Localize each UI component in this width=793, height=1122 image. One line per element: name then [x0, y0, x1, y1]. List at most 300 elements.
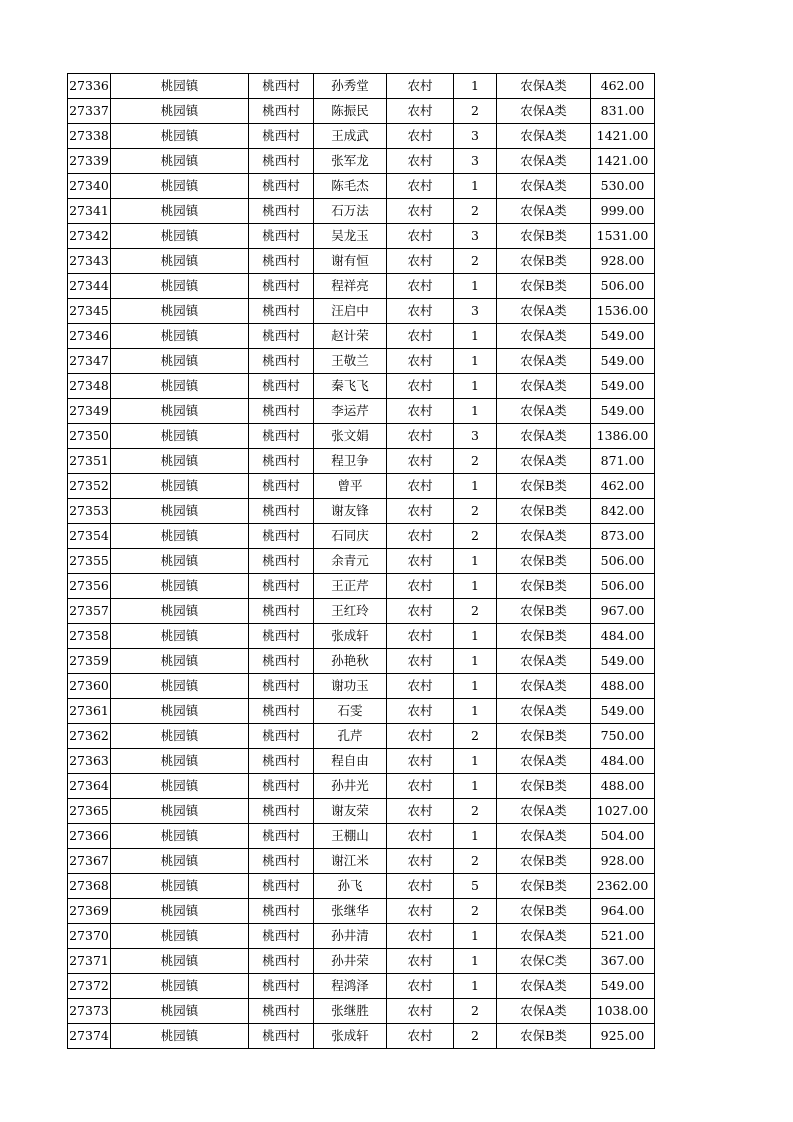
record-id-cell: 27357	[68, 599, 111, 624]
town-cell: 桃园镇	[111, 574, 249, 599]
household-type-cell: 农村	[387, 949, 454, 974]
amount-cell: 1386.00	[591, 424, 655, 449]
member-count-cell: 2	[454, 849, 497, 874]
member-count-cell: 1	[454, 674, 497, 699]
person-name-cell: 吴龙玉	[314, 224, 387, 249]
amount-cell: 964.00	[591, 899, 655, 924]
category-cell: 农保A类	[497, 749, 591, 774]
table-row	[68, 949, 655, 974]
record-id-cell: 27353	[68, 499, 111, 524]
member-count-cell: 2	[454, 524, 497, 549]
amount-cell: 750.00	[591, 724, 655, 749]
table-row	[68, 999, 655, 1024]
village-cell: 桃西村	[249, 799, 314, 824]
table-row	[68, 249, 655, 274]
member-count-cell: 3	[454, 124, 497, 149]
table-row	[68, 574, 655, 599]
household-type-cell: 农村	[387, 624, 454, 649]
town-cell: 桃园镇	[111, 999, 249, 1024]
amount-cell: 549.00	[591, 974, 655, 999]
table-row	[68, 374, 655, 399]
household-type-cell: 农村	[387, 799, 454, 824]
village-cell: 桃西村	[249, 149, 314, 174]
amount-cell: 484.00	[591, 749, 655, 774]
person-name-cell: 孙飞	[314, 874, 387, 899]
household-type-cell: 农村	[387, 124, 454, 149]
village-cell: 桃西村	[249, 674, 314, 699]
person-name-cell: 谢有恒	[314, 249, 387, 274]
amount-cell: 2362.00	[591, 874, 655, 899]
table-row	[68, 274, 655, 299]
amount-cell: 1027.00	[591, 799, 655, 824]
table-row	[68, 224, 655, 249]
person-name-cell: 张继华	[314, 899, 387, 924]
person-name-cell: 谢友锋	[314, 499, 387, 524]
member-count-cell: 1	[454, 649, 497, 674]
person-name-cell: 张成轩	[314, 1024, 387, 1049]
town-cell: 桃园镇	[111, 599, 249, 624]
village-cell: 桃西村	[249, 274, 314, 299]
member-count-cell: 5	[454, 874, 497, 899]
category-cell: 农保A类	[497, 999, 591, 1024]
record-id-cell: 27342	[68, 224, 111, 249]
category-cell: 农保B类	[497, 899, 591, 924]
amount-cell: 549.00	[591, 374, 655, 399]
town-cell: 桃园镇	[111, 899, 249, 924]
amount-cell: 928.00	[591, 849, 655, 874]
household-type-cell: 农村	[387, 524, 454, 549]
town-cell: 桃园镇	[111, 724, 249, 749]
amount-cell: 488.00	[591, 774, 655, 799]
village-cell: 桃西村	[249, 549, 314, 574]
member-count-cell: 2	[454, 449, 497, 474]
record-id-cell: 27336	[68, 74, 111, 99]
amount-cell: 842.00	[591, 499, 655, 524]
category-cell: 农保B类	[497, 249, 591, 274]
category-cell: 农保A类	[497, 449, 591, 474]
category-cell: 农保A类	[497, 699, 591, 724]
person-name-cell: 孔芹	[314, 724, 387, 749]
amount-cell: 1536.00	[591, 299, 655, 324]
category-cell: 农保A类	[497, 974, 591, 999]
town-cell: 桃园镇	[111, 949, 249, 974]
category-cell: 农保B类	[497, 574, 591, 599]
table-row	[68, 799, 655, 824]
member-count-cell: 2	[454, 799, 497, 824]
record-id-cell: 27337	[68, 99, 111, 124]
person-name-cell: 汪启中	[314, 299, 387, 324]
records-table	[67, 73, 655, 1049]
amount-cell: 530.00	[591, 174, 655, 199]
town-cell: 桃园镇	[111, 424, 249, 449]
town-cell: 桃园镇	[111, 74, 249, 99]
amount-cell: 521.00	[591, 924, 655, 949]
person-name-cell: 余青元	[314, 549, 387, 574]
member-count-cell: 2	[454, 599, 497, 624]
table-row	[68, 174, 655, 199]
village-cell: 桃西村	[249, 774, 314, 799]
village-cell: 桃西村	[249, 199, 314, 224]
village-cell: 桃西村	[249, 424, 314, 449]
household-type-cell: 农村	[387, 424, 454, 449]
table-row	[68, 524, 655, 549]
town-cell: 桃园镇	[111, 674, 249, 699]
record-id-cell: 27359	[68, 649, 111, 674]
village-cell: 桃西村	[249, 999, 314, 1024]
category-cell: 农保B类	[497, 274, 591, 299]
town-cell: 桃园镇	[111, 849, 249, 874]
village-cell: 桃西村	[249, 849, 314, 874]
category-cell: 农保B类	[497, 549, 591, 574]
table-row	[68, 399, 655, 424]
category-cell: 农保A类	[497, 799, 591, 824]
member-count-cell: 1	[454, 399, 497, 424]
table-row	[68, 474, 655, 499]
town-cell: 桃园镇	[111, 524, 249, 549]
village-cell: 桃西村	[249, 324, 314, 349]
person-name-cell: 王正芹	[314, 574, 387, 599]
category-cell: 农保A类	[497, 99, 591, 124]
table-row	[68, 599, 655, 624]
table-row	[68, 724, 655, 749]
person-name-cell: 孙秀堂	[314, 74, 387, 99]
record-id-cell: 27360	[68, 674, 111, 699]
amount-cell: 462.00	[591, 474, 655, 499]
category-cell: 农保B类	[497, 1024, 591, 1049]
amount-cell: 549.00	[591, 699, 655, 724]
amount-cell: 488.00	[591, 674, 655, 699]
person-name-cell: 张军龙	[314, 149, 387, 174]
amount-cell: 967.00	[591, 599, 655, 624]
village-cell: 桃西村	[249, 249, 314, 274]
town-cell: 桃园镇	[111, 399, 249, 424]
record-id-cell: 27371	[68, 949, 111, 974]
amount-cell: 549.00	[591, 399, 655, 424]
table-row	[68, 549, 655, 574]
category-cell: 农保B类	[497, 474, 591, 499]
person-name-cell: 程卫争	[314, 449, 387, 474]
category-cell: 农保A类	[497, 374, 591, 399]
town-cell: 桃园镇	[111, 699, 249, 724]
village-cell: 桃西村	[249, 974, 314, 999]
record-id-cell: 27356	[68, 574, 111, 599]
category-cell: 农保A类	[497, 674, 591, 699]
household-type-cell: 农村	[387, 374, 454, 399]
town-cell: 桃园镇	[111, 149, 249, 174]
table-row	[68, 674, 655, 699]
village-cell: 桃西村	[249, 374, 314, 399]
household-type-cell: 农村	[387, 174, 454, 199]
amount-cell: 1531.00	[591, 224, 655, 249]
member-count-cell: 1	[454, 324, 497, 349]
record-id-cell: 27362	[68, 724, 111, 749]
member-count-cell: 2	[454, 499, 497, 524]
person-name-cell: 孙艳秋	[314, 649, 387, 674]
household-type-cell: 农村	[387, 1024, 454, 1049]
person-name-cell: 程鸿泽	[314, 974, 387, 999]
record-id-cell: 27343	[68, 249, 111, 274]
town-cell: 桃园镇	[111, 274, 249, 299]
record-id-cell: 27352	[68, 474, 111, 499]
table-row	[68, 349, 655, 374]
household-type-cell: 农村	[387, 649, 454, 674]
record-id-cell: 27367	[68, 849, 111, 874]
village-cell: 桃西村	[249, 499, 314, 524]
category-cell: 农保A类	[497, 324, 591, 349]
member-count-cell: 1	[454, 949, 497, 974]
member-count-cell: 2	[454, 1024, 497, 1049]
village-cell: 桃西村	[249, 349, 314, 374]
household-type-cell: 农村	[387, 774, 454, 799]
member-count-cell: 2	[454, 199, 497, 224]
member-count-cell: 1	[454, 824, 497, 849]
household-type-cell: 农村	[387, 849, 454, 874]
village-cell: 桃西村	[249, 74, 314, 99]
record-id-cell: 27369	[68, 899, 111, 924]
village-cell: 桃西村	[249, 699, 314, 724]
household-type-cell: 农村	[387, 899, 454, 924]
person-name-cell: 石万法	[314, 199, 387, 224]
town-cell: 桃园镇	[111, 649, 249, 674]
table-row	[68, 449, 655, 474]
record-id-cell: 27354	[68, 524, 111, 549]
table-row	[68, 499, 655, 524]
member-count-cell: 2	[454, 899, 497, 924]
amount-cell: 506.00	[591, 274, 655, 299]
category-cell: 农保B类	[497, 599, 591, 624]
member-count-cell: 2	[454, 724, 497, 749]
household-type-cell: 农村	[387, 149, 454, 174]
record-id-cell: 27374	[68, 1024, 111, 1049]
amount-cell: 504.00	[591, 824, 655, 849]
person-name-cell: 曾平	[314, 474, 387, 499]
record-id-cell: 27355	[68, 549, 111, 574]
table-row	[68, 824, 655, 849]
member-count-cell: 3	[454, 149, 497, 174]
person-name-cell: 孙井光	[314, 774, 387, 799]
village-cell: 桃西村	[249, 924, 314, 949]
amount-cell: 484.00	[591, 624, 655, 649]
record-id-cell: 27366	[68, 824, 111, 849]
member-count-cell: 1	[454, 749, 497, 774]
member-count-cell: 1	[454, 374, 497, 399]
town-cell: 桃园镇	[111, 249, 249, 274]
town-cell: 桃园镇	[111, 1024, 249, 1049]
table-row	[68, 199, 655, 224]
household-type-cell: 农村	[387, 699, 454, 724]
town-cell: 桃园镇	[111, 449, 249, 474]
category-cell: 农保A类	[497, 399, 591, 424]
category-cell: 农保A类	[497, 124, 591, 149]
town-cell: 桃园镇	[111, 924, 249, 949]
village-cell: 桃西村	[249, 724, 314, 749]
category-cell: 农保B类	[497, 624, 591, 649]
record-id-cell: 27345	[68, 299, 111, 324]
town-cell: 桃园镇	[111, 799, 249, 824]
village-cell: 桃西村	[249, 124, 314, 149]
record-id-cell: 27346	[68, 324, 111, 349]
category-cell: 农保A类	[497, 924, 591, 949]
village-cell: 桃西村	[249, 824, 314, 849]
category-cell: 农保A类	[497, 299, 591, 324]
town-cell: 桃园镇	[111, 374, 249, 399]
record-id-cell: 27339	[68, 149, 111, 174]
member-count-cell: 1	[454, 74, 497, 99]
record-id-cell: 27363	[68, 749, 111, 774]
record-id-cell: 27361	[68, 699, 111, 724]
table-row	[68, 699, 655, 724]
household-type-cell: 农村	[387, 449, 454, 474]
household-type-cell: 农村	[387, 549, 454, 574]
household-type-cell: 农村	[387, 399, 454, 424]
person-name-cell: 王红玲	[314, 599, 387, 624]
town-cell: 桃园镇	[111, 349, 249, 374]
village-cell: 桃西村	[249, 449, 314, 474]
person-name-cell: 张成轩	[314, 624, 387, 649]
town-cell: 桃园镇	[111, 499, 249, 524]
category-cell: 农保A类	[497, 174, 591, 199]
person-name-cell: 李运芹	[314, 399, 387, 424]
record-id-cell: 27358	[68, 624, 111, 649]
table-row	[68, 1024, 655, 1049]
amount-cell: 873.00	[591, 524, 655, 549]
household-type-cell: 农村	[387, 724, 454, 749]
person-name-cell: 张继胜	[314, 999, 387, 1024]
table-row	[68, 899, 655, 924]
record-id-cell: 27364	[68, 774, 111, 799]
category-cell: 农保B类	[497, 224, 591, 249]
category-cell: 农保A类	[497, 649, 591, 674]
town-cell: 桃园镇	[111, 824, 249, 849]
town-cell: 桃园镇	[111, 99, 249, 124]
person-name-cell: 陈振民	[314, 99, 387, 124]
amount-cell: 549.00	[591, 349, 655, 374]
member-count-cell: 2	[454, 249, 497, 274]
member-count-cell: 3	[454, 224, 497, 249]
amount-cell: 999.00	[591, 199, 655, 224]
village-cell: 桃西村	[249, 899, 314, 924]
household-type-cell: 农村	[387, 349, 454, 374]
member-count-cell: 1	[454, 974, 497, 999]
records-body	[68, 74, 655, 1049]
table-row	[68, 424, 655, 449]
member-count-cell: 1	[454, 574, 497, 599]
household-type-cell: 农村	[387, 599, 454, 624]
village-cell: 桃西村	[249, 299, 314, 324]
village-cell: 桃西村	[249, 1024, 314, 1049]
household-type-cell: 农村	[387, 324, 454, 349]
record-id-cell: 27344	[68, 274, 111, 299]
village-cell: 桃西村	[249, 749, 314, 774]
household-type-cell: 农村	[387, 274, 454, 299]
household-type-cell: 农村	[387, 199, 454, 224]
member-count-cell: 1	[454, 774, 497, 799]
table-row	[68, 324, 655, 349]
amount-cell: 1421.00	[591, 149, 655, 174]
household-type-cell: 农村	[387, 99, 454, 124]
village-cell: 桃西村	[249, 599, 314, 624]
person-name-cell: 王敬兰	[314, 349, 387, 374]
record-id-cell: 27365	[68, 799, 111, 824]
person-name-cell: 谢江米	[314, 849, 387, 874]
household-type-cell: 农村	[387, 299, 454, 324]
household-type-cell: 农村	[387, 999, 454, 1024]
town-cell: 桃园镇	[111, 774, 249, 799]
category-cell: 农保B类	[497, 874, 591, 899]
amount-cell: 549.00	[591, 649, 655, 674]
category-cell: 农保B类	[497, 499, 591, 524]
household-type-cell: 农村	[387, 474, 454, 499]
member-count-cell: 1	[454, 549, 497, 574]
amount-cell: 549.00	[591, 324, 655, 349]
table-row	[68, 149, 655, 174]
table-row	[68, 974, 655, 999]
person-name-cell: 谢友荣	[314, 799, 387, 824]
person-name-cell: 谢功玉	[314, 674, 387, 699]
household-type-cell: 农村	[387, 674, 454, 699]
person-name-cell: 赵计荣	[314, 324, 387, 349]
amount-cell: 462.00	[591, 74, 655, 99]
village-cell: 桃西村	[249, 874, 314, 899]
record-id-cell: 27341	[68, 199, 111, 224]
person-name-cell: 程自由	[314, 749, 387, 774]
amount-cell: 831.00	[591, 99, 655, 124]
amount-cell: 925.00	[591, 1024, 655, 1049]
amount-cell: 871.00	[591, 449, 655, 474]
record-id-cell: 27370	[68, 924, 111, 949]
town-cell: 桃园镇	[111, 549, 249, 574]
household-type-cell: 农村	[387, 499, 454, 524]
table-row	[68, 924, 655, 949]
person-name-cell: 石雯	[314, 699, 387, 724]
table-row	[68, 99, 655, 124]
table-row	[68, 124, 655, 149]
town-cell: 桃园镇	[111, 749, 249, 774]
household-type-cell: 农村	[387, 749, 454, 774]
member-count-cell: 1	[454, 349, 497, 374]
town-cell: 桃园镇	[111, 624, 249, 649]
amount-cell: 1421.00	[591, 124, 655, 149]
category-cell: 农保C类	[497, 949, 591, 974]
village-cell: 桃西村	[249, 99, 314, 124]
village-cell: 桃西村	[249, 949, 314, 974]
village-cell: 桃西村	[249, 399, 314, 424]
table-row	[68, 749, 655, 774]
member-count-cell: 3	[454, 299, 497, 324]
category-cell: 农保A类	[497, 199, 591, 224]
table-row	[68, 299, 655, 324]
person-name-cell: 陈毛杰	[314, 174, 387, 199]
household-type-cell: 农村	[387, 874, 454, 899]
table-row	[68, 74, 655, 99]
amount-cell: 506.00	[591, 549, 655, 574]
member-count-cell: 1	[454, 624, 497, 649]
table-row	[68, 849, 655, 874]
table-row	[68, 874, 655, 899]
person-name-cell: 孙井清	[314, 924, 387, 949]
amount-cell: 928.00	[591, 249, 655, 274]
record-id-cell: 27347	[68, 349, 111, 374]
member-count-cell: 1	[454, 924, 497, 949]
village-cell: 桃西村	[249, 524, 314, 549]
village-cell: 桃西村	[249, 224, 314, 249]
member-count-cell: 1	[454, 174, 497, 199]
record-id-cell: 27373	[68, 999, 111, 1024]
record-id-cell: 27338	[68, 124, 111, 149]
person-name-cell: 程祥亮	[314, 274, 387, 299]
record-id-cell: 27340	[68, 174, 111, 199]
town-cell: 桃园镇	[111, 124, 249, 149]
